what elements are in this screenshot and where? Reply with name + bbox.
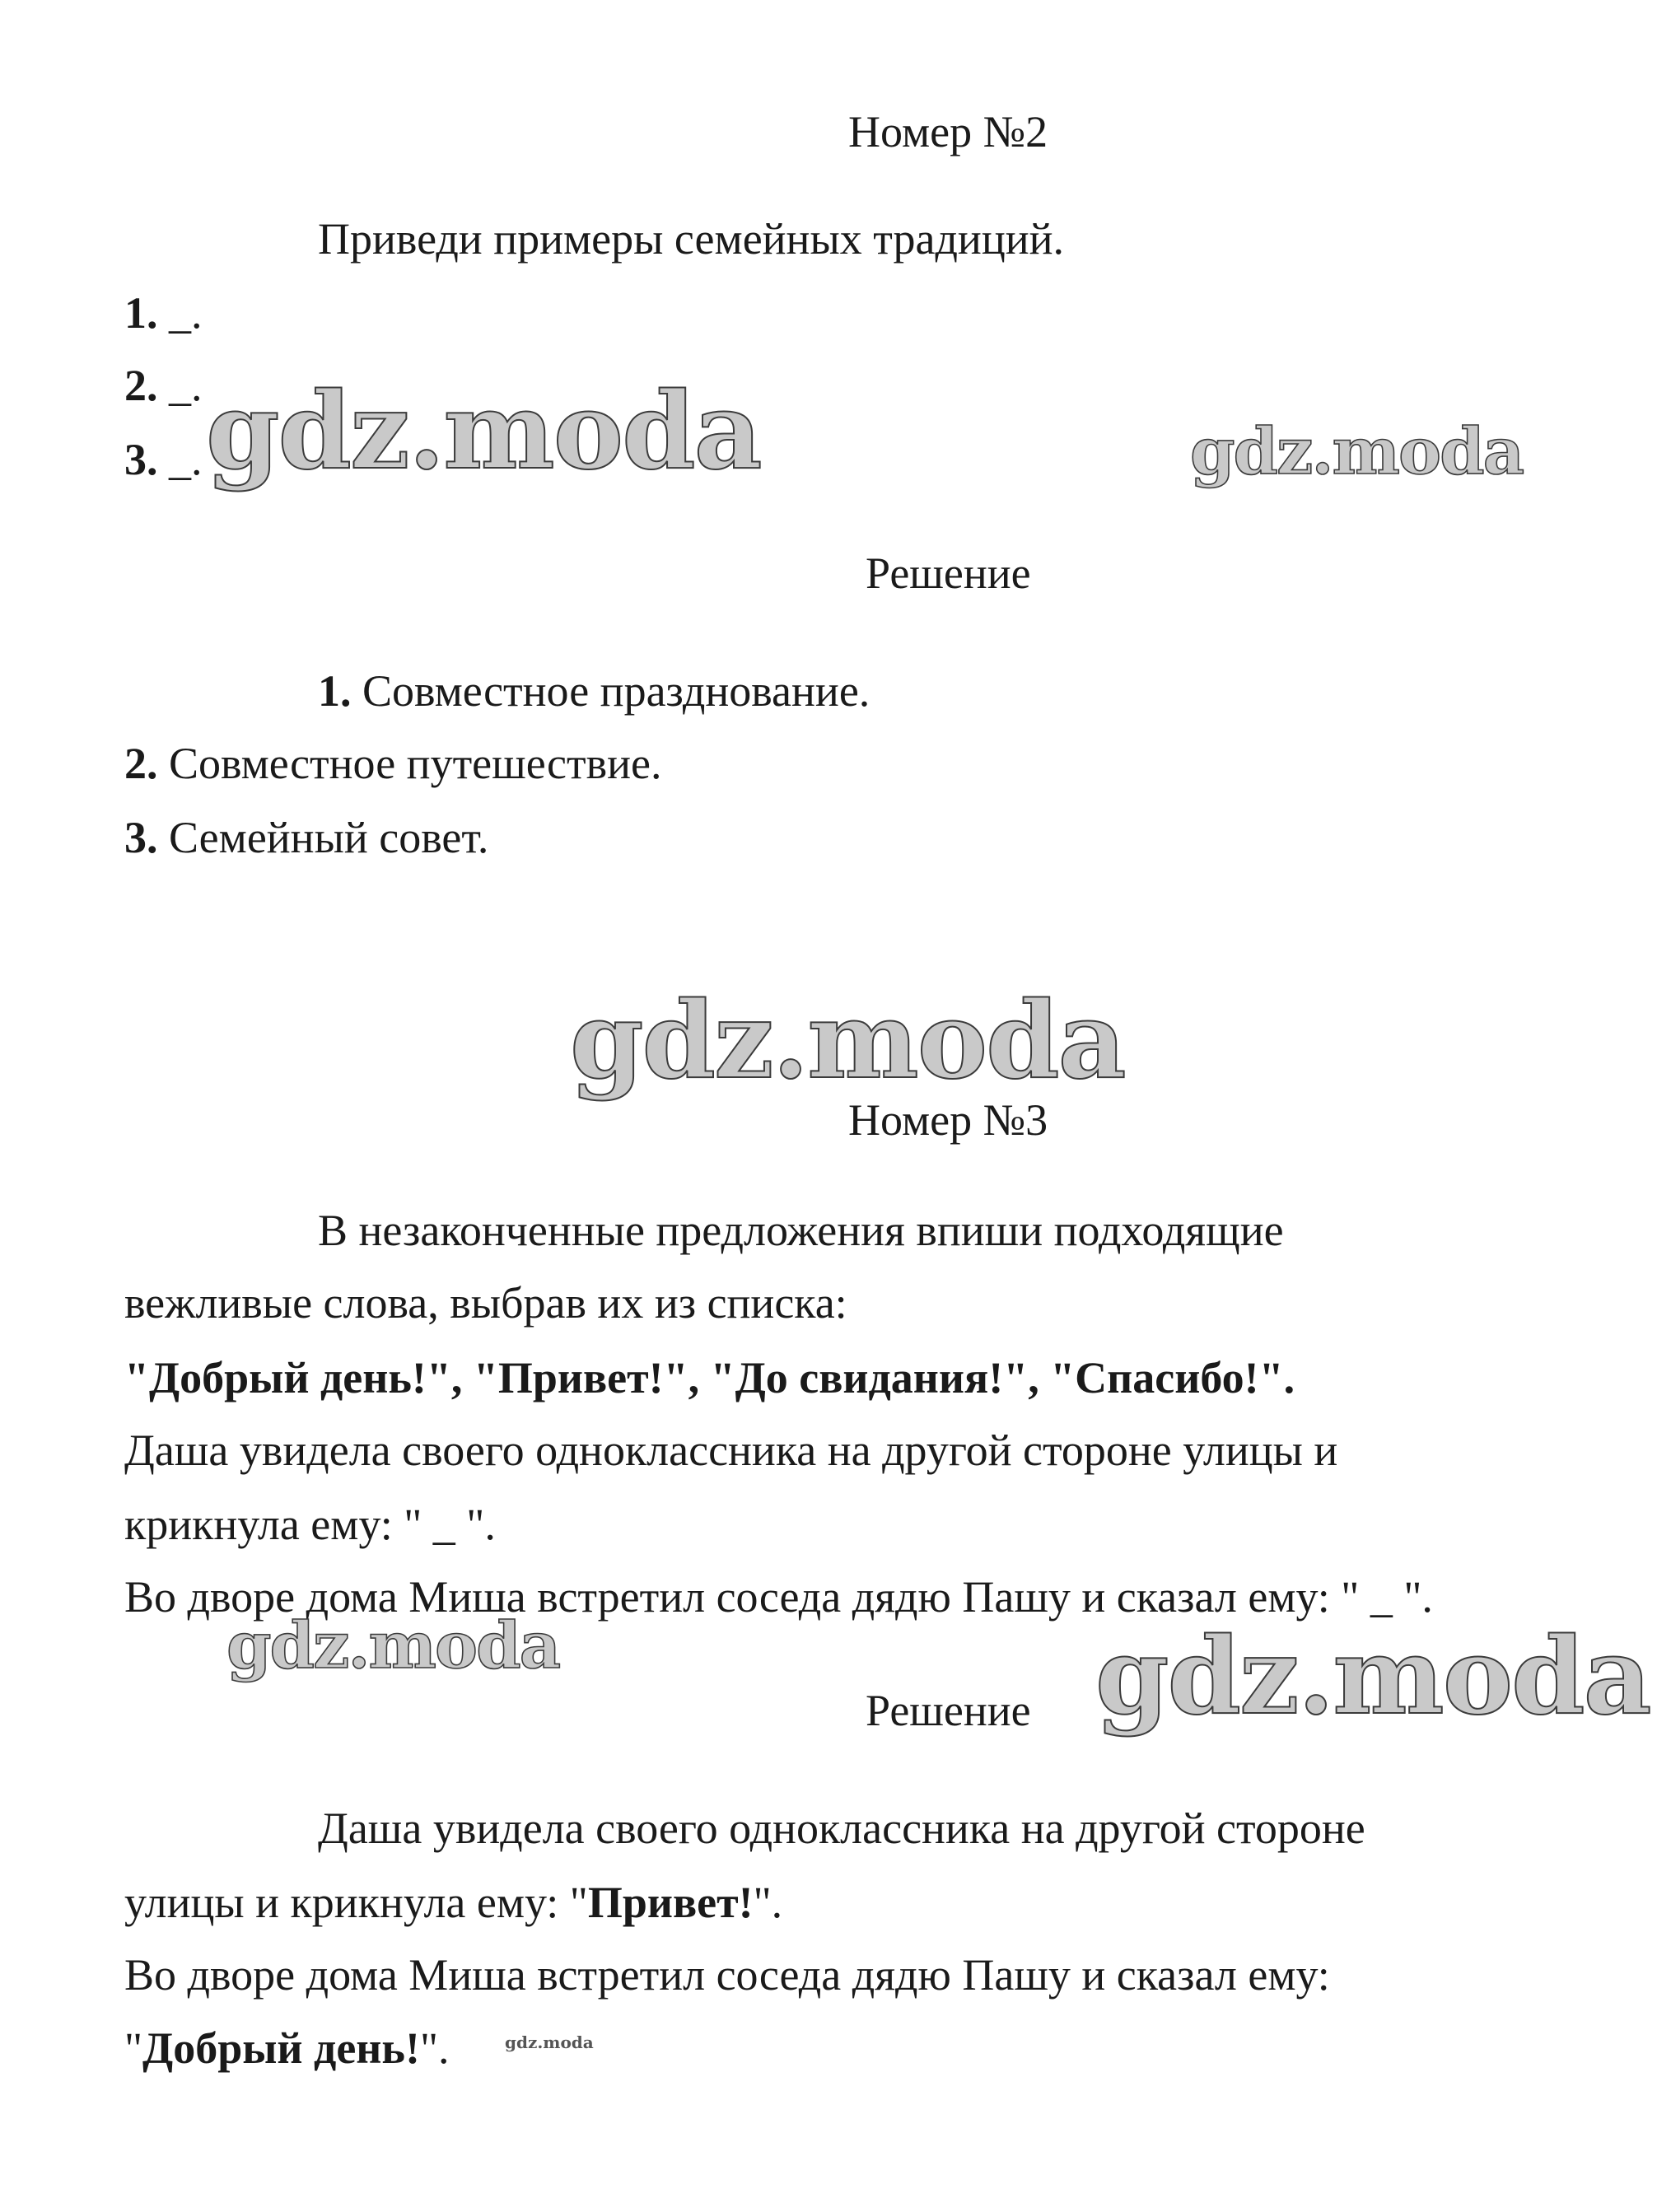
answer-number: 2. xyxy=(124,739,158,788)
task2-answer-1 xyxy=(318,666,871,716)
answer-bold: Привет! xyxy=(587,1878,754,1927)
task2-blank-2 xyxy=(124,363,203,408)
answer-suffix: ". xyxy=(419,2023,450,2073)
task2-title: Номер №2 xyxy=(848,107,1048,156)
task3-solution-title: Решение xyxy=(866,1686,1031,1735)
blank-number: 3. xyxy=(124,435,158,484)
task3-word-list xyxy=(124,1353,1295,1402)
task3-question1-line2: крикнула ему: " _ ". xyxy=(124,1500,496,1549)
watermark-logo: gdz.moda xyxy=(505,2032,594,2052)
blank-text: _. xyxy=(157,288,203,338)
task3-answer1-line2 xyxy=(124,1880,782,1925)
answer-text: Совместное празднование. xyxy=(351,666,871,716)
answer-bold: Добрый день! xyxy=(142,2023,420,2073)
task2-blank-3 xyxy=(124,437,203,482)
task3-answer2-line1: Во дворе дома Миша встретил соседа дядю Пашу и сказал ему: xyxy=(124,1950,1330,2000)
watermark-logo: gdz.moda xyxy=(226,1608,560,1683)
task2-blank-1 xyxy=(124,288,203,338)
blank-number: 2. xyxy=(124,361,158,410)
task2-answer-2 xyxy=(124,741,661,786)
answer-suffix: ". xyxy=(753,1878,783,1927)
task2-prompt: Приведи примеры семейных традиций. xyxy=(318,214,1065,264)
task3-answer1-line1: Даша увидела своего одноклассника на другой стороне xyxy=(318,1804,1365,1853)
watermark-logo: gdz.moda xyxy=(570,979,1125,1103)
answer-text: Семейный совет. xyxy=(157,813,489,862)
word-list-text: "Добрый день!", "Привет!", "До свидания!", "Спасибо!". xyxy=(124,1353,1295,1402)
task2-solution-title: Решение xyxy=(866,548,1031,598)
task3-prompt-line1: В незаконченные предложения впиши подходящие xyxy=(318,1206,1284,1255)
task3-question1-line1: Даша увидела своего одноклассника на другой стороне улицы и xyxy=(124,1426,1338,1475)
task3-answer2-line2 xyxy=(124,2023,450,2073)
answer-number: 3. xyxy=(124,813,158,862)
answer-text: Совместное путешествие. xyxy=(157,739,662,788)
task3-prompt-line2: вежливые слова, выбрав их из списка: xyxy=(124,1278,847,1328)
watermark-logo: gdz.moda xyxy=(1190,414,1524,489)
watermark-logo: gdz.moda xyxy=(1095,1615,1650,1738)
answer-prefix: улицы и крикнула ему: " xyxy=(124,1878,588,1927)
blank-text: _. xyxy=(157,435,203,484)
blank-text: _. xyxy=(157,361,203,410)
answer-prefix: " xyxy=(124,2023,143,2073)
watermark-logo: gdz.moda xyxy=(206,370,761,493)
task2-answer-3 xyxy=(124,815,488,860)
task3-question2: Во дворе дома Миша встретил соседа дядю Пашу и сказал ему: " _ ". xyxy=(124,1572,1433,1622)
answer-number: 1. xyxy=(318,666,352,716)
task3-title: Номер №3 xyxy=(848,1095,1048,1145)
blank-number: 1. xyxy=(124,288,158,338)
